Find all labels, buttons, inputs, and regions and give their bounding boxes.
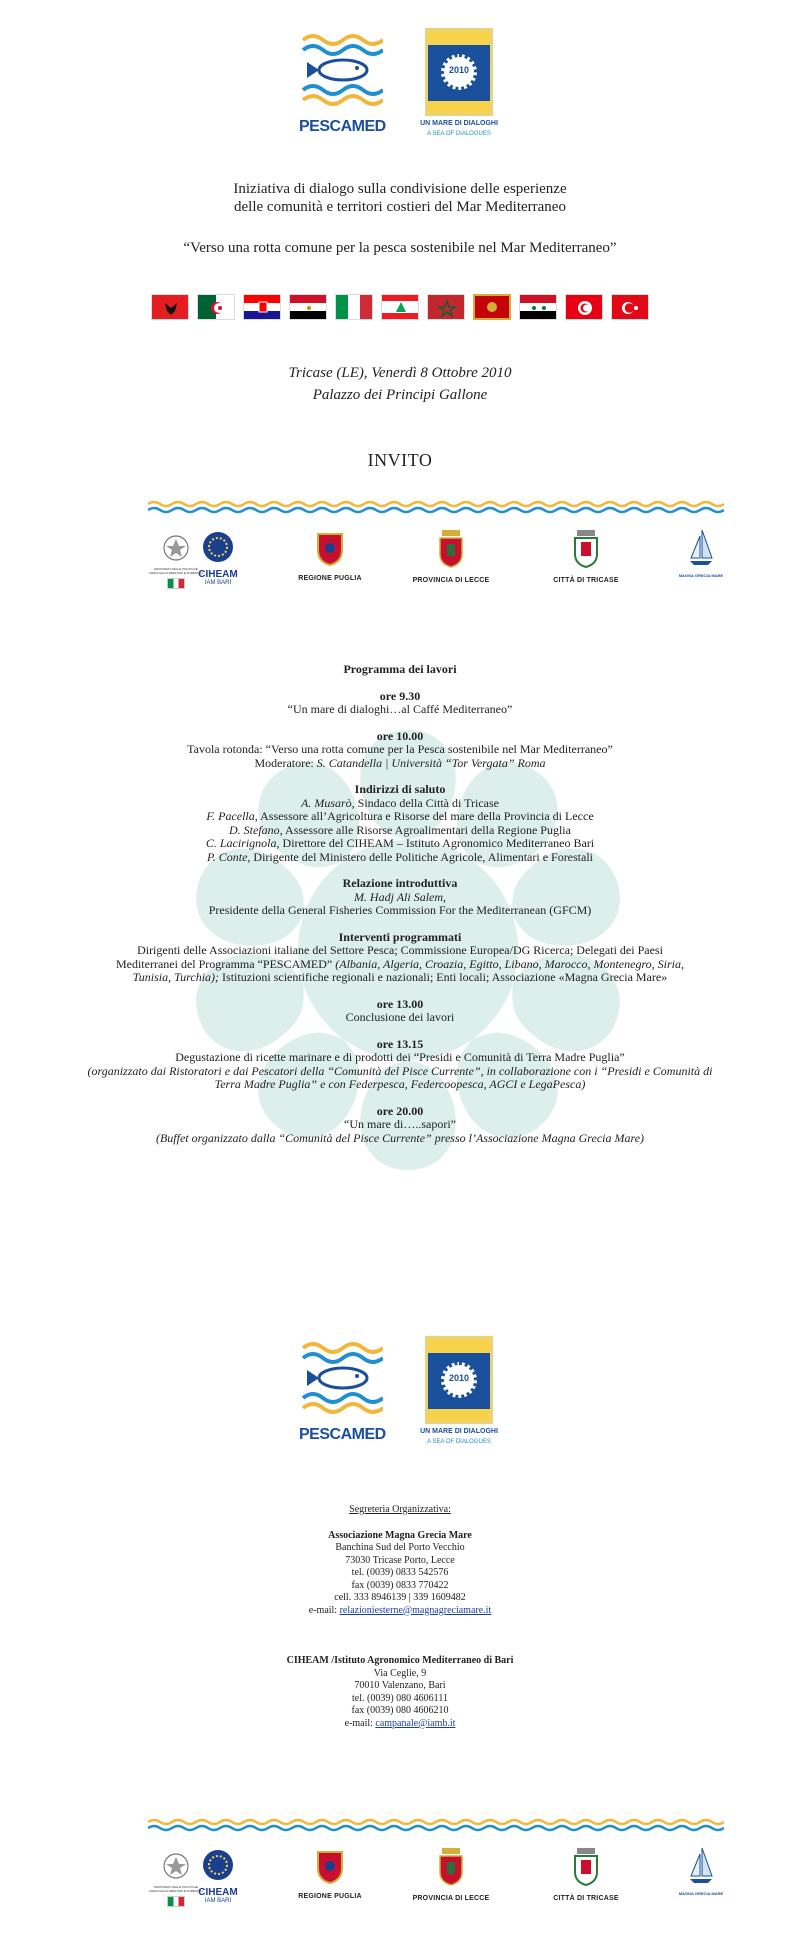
time-1315: ore 13.15 [376, 1036, 424, 1051]
tasting-line-3: Terra Madre Puglia” e con Federpesca, Federcoopesca, AGCI e LegaPesca) [214, 1077, 586, 1091]
wave-divider-bottom [148, 1818, 724, 1832]
regione-puglia-crest-icon [315, 530, 345, 566]
partner-ministero: MINISTERO DELLE POLITICHE AGRICOLE ALIMENTARI E FORESTALI [148, 1852, 204, 1907]
flags-row [0, 294, 800, 320]
org2-name: CIHEAM /Istituto Agronomico Mediterraneo di Bari [286, 1655, 514, 1666]
citta-tricase-crest-icon [571, 528, 601, 568]
ciheam-logo-icon [201, 530, 235, 564]
partner-magna-grecia-mare: MAGNA GRECIA MARE [676, 528, 726, 578]
planned-talks-title: Interventi programmati [338, 929, 462, 944]
program-title: Programma dei lavori [343, 662, 457, 676]
planned-talks-line-1: Dirigenti delle Associazioni italiane del Settore Pesca; Commissione Europea/DG Ricerca; Delegati dei Paesi [137, 943, 663, 957]
event-date-place [0, 362, 800, 406]
intro-report-role: Presidente della General Fisheries Commission For the Mediterranean (GFCM) [208, 903, 592, 917]
tasting-line-1: Degustazione di ricette marinare e di prodotti dei “Presidi e Comunità di Terra Madre Puglia” [175, 1050, 625, 1064]
greeting-line: A. Musarò, Sindaco della Città di Tricase [301, 795, 499, 810]
italian-emblem-icon [162, 1852, 190, 1880]
logo-caption-en: A SEA OF DIALOGUES [427, 1439, 491, 1445]
partner-citta-tricase: CITTÀ DI TRICASE [546, 1846, 626, 1902]
partner-ciheam: CIHEAM IAM BARI [188, 530, 248, 586]
partner-ciheam: CIHEAM IAM BARI [188, 1848, 248, 1904]
mare-di-dialoghi-logo [417, 1336, 501, 1454]
intro-line-1: Iniziativa di dialogo sulla condivisione delle esperienze [233, 181, 567, 197]
logo-year: 2010 [448, 65, 470, 75]
bottom-logos [0, 1336, 800, 1454]
event-title-quote: “Verso una rotta comune per la pesca sostenibile nel Mar Mediterraneo” [183, 240, 617, 256]
italy-small-flag-icon [167, 1896, 185, 1907]
wave-divider-top [148, 500, 724, 514]
egypt-flag-icon [289, 294, 327, 320]
intro-text [0, 180, 800, 216]
logo-caption-it: UN MARE DI DIALOGHI [420, 1428, 498, 1435]
sailboat-icon [688, 1846, 714, 1886]
ciheam-logo-icon [201, 1848, 235, 1882]
dinner-text: “Un mare di…..sapori” [344, 1117, 456, 1131]
partner-regione-puglia: REGIONE PUGLIA [290, 1848, 370, 1900]
partner-ministero: MINISTERO DELLE POLITICHE AGRICOLE ALIMENTARI E FORESTALI [148, 534, 204, 589]
partner-citta-tricase: CITTÀ DI TRICASE [546, 528, 626, 584]
event-venue: Palazzo dei Principi Gallone [312, 387, 488, 403]
pescamed-logo [299, 28, 386, 136]
mare-di-dialoghi-logo [417, 28, 501, 146]
partner-provincia-lecce: PROVINCIA DI LECCE [408, 1846, 494, 1902]
org1-email-link[interactable]: relazioniesterne@magnagreciamare.it [339, 1604, 492, 1616]
logo-caption-en: A SEA OF DIALOGUES [427, 131, 491, 137]
algeria-flag-icon [197, 294, 235, 320]
partners-row-top [0, 528, 800, 598]
time-0930: ore 9.30 [379, 688, 421, 703]
provincia-lecce-crest-icon [436, 528, 466, 568]
albania-flag-icon [151, 294, 189, 320]
croatia-flag-icon [243, 294, 281, 320]
time-2000: ore 20.00 [376, 1103, 424, 1118]
tunisia-flag-icon [565, 294, 603, 320]
intro-line-2: delle comunità e territori costieri del Mar Mediterraneo [234, 199, 566, 215]
intro-report-title: Relazione introduttiva [342, 876, 458, 890]
planned-talks-line-3: Tunisia, Turchia); Istituzioni scientifiche regionali e nazionali; Enti locali; Associazione «Magna Grecia Mare» [132, 970, 668, 984]
tasting-line-2: (organizzato dai Ristoratori e dai Pescatori della “Comunità del Pisce Currente”, in collaborazione con i “Presidi e Comunità di [87, 1063, 713, 1078]
program-section [0, 663, 800, 1145]
invito-heading: INVITO [367, 450, 433, 470]
partner-magna-grecia-mare: MAGNA GRECIA MARE [676, 1846, 726, 1896]
greeting-line: C. Lacirignola, Direttore del CIHEAM – Istituto Agronomico Mediterraneo Bari [205, 836, 595, 850]
turkey-flag-icon [611, 294, 649, 320]
event-date: Tricase (LE), Venerdì 8 Ottobre 2010 [288, 365, 512, 381]
intro-report-speaker: M. Hadj Ali Salem, [353, 889, 447, 904]
org1-name: Associazione Magna Grecia Mare [328, 1529, 472, 1541]
citta-tricase-crest-icon [571, 1846, 601, 1886]
greeting-line: F. Pacella, Assessore all’Agricoltura e Risorse del mare della Provincia di Lecce [206, 809, 594, 823]
regione-puglia-crest-icon [315, 1848, 345, 1884]
sailboat-icon [688, 528, 714, 568]
logo-caption-it: UN MARE DI DIALOGHI [420, 120, 498, 127]
planned-talks-line-2: Mediterranei del Programma “PESCAMED” (Albania, Algeria, Croazia, Egitto, Libano, Marocco, Montenegro, Siria, [115, 956, 685, 971]
session-1-text: “Un mare di dialoghi…al Caffé Mediterraneo” [287, 702, 513, 716]
pescamed-wordmark: PESCAMED [299, 118, 386, 135]
greeting-line: D. Stefano, Assessore alle Risorse Agroalimentari della Regione Puglia [229, 822, 571, 837]
pescamed-fish-icon [299, 1336, 383, 1422]
secretariat-heading: Segreteria Organizzativa: [349, 1504, 451, 1515]
pescamed-logo [299, 1336, 386, 1444]
montenegro-flag-icon [473, 294, 511, 320]
round-table-text: Tavola rotonda: “Verso una rotta comune per la Pesca sostenibile nel Mar Mediterraneo” [187, 742, 613, 756]
greeting-line: P. Conte, Dirigente del Ministero delle Politiche Agricole, Alimentari e Forestali [206, 849, 594, 864]
italian-emblem-icon [162, 534, 190, 562]
organizing-secretariat: Segreteria Organizzativa: Associazione Magna Grecia Mare Banchina Sud del Porto Vecchio 73030 Tricase Porto, Lecce tel. (0039) 0833 542576 fax (0039) 0833 770422 cell. 333 8946139 | 339 1609482 e-mail: relazioniesterne@magnagreciamare.it CIHEAM /Istituto Agronomico Mediterraneo di Bari Via Ceglie, 9 70010 Valenzano, Bari tel. (0039) 080 4606111 fax (0039) 080 4606210 e-mail: campanale@iamb.it [0, 1504, 800, 1730]
partner-regione-puglia: REGIONE PUGLIA [290, 530, 370, 582]
org2-email-link[interactable]: campanale@iamb.it [375, 1717, 456, 1729]
morocco-flag-icon [427, 294, 465, 320]
partner-provincia-lecce: PROVINCIA DI LECCE [408, 528, 494, 584]
logo-year: 2010 [448, 1373, 470, 1383]
dinner-note: (Buffet organizzato dalla “Comunità del Pisce Currente” presso l’Associazione Magna Grecia Mare) [155, 1130, 645, 1145]
provincia-lecce-crest-icon [436, 1846, 466, 1886]
italy-flag-icon [335, 294, 373, 320]
pescamed-wordmark: PESCAMED [299, 1426, 386, 1443]
time-1300: ore 13.00 [376, 996, 424, 1011]
time-1000: ore 10.00 [376, 728, 424, 743]
partners-row-bottom [0, 1846, 800, 1916]
closing-text: Conclusione dei lavori [345, 1010, 455, 1024]
moderator-line: Moderatore: S. Catandella | Università “Tor Vergata” Roma [254, 755, 546, 770]
greetings-title: Indirizzi di saluto [354, 782, 446, 796]
top-logos [0, 28, 800, 146]
syria-flag-icon [519, 294, 557, 320]
italy-small-flag-icon [167, 578, 185, 589]
lebanon-flag-icon [381, 294, 419, 320]
pescamed-fish-icon [299, 28, 383, 114]
